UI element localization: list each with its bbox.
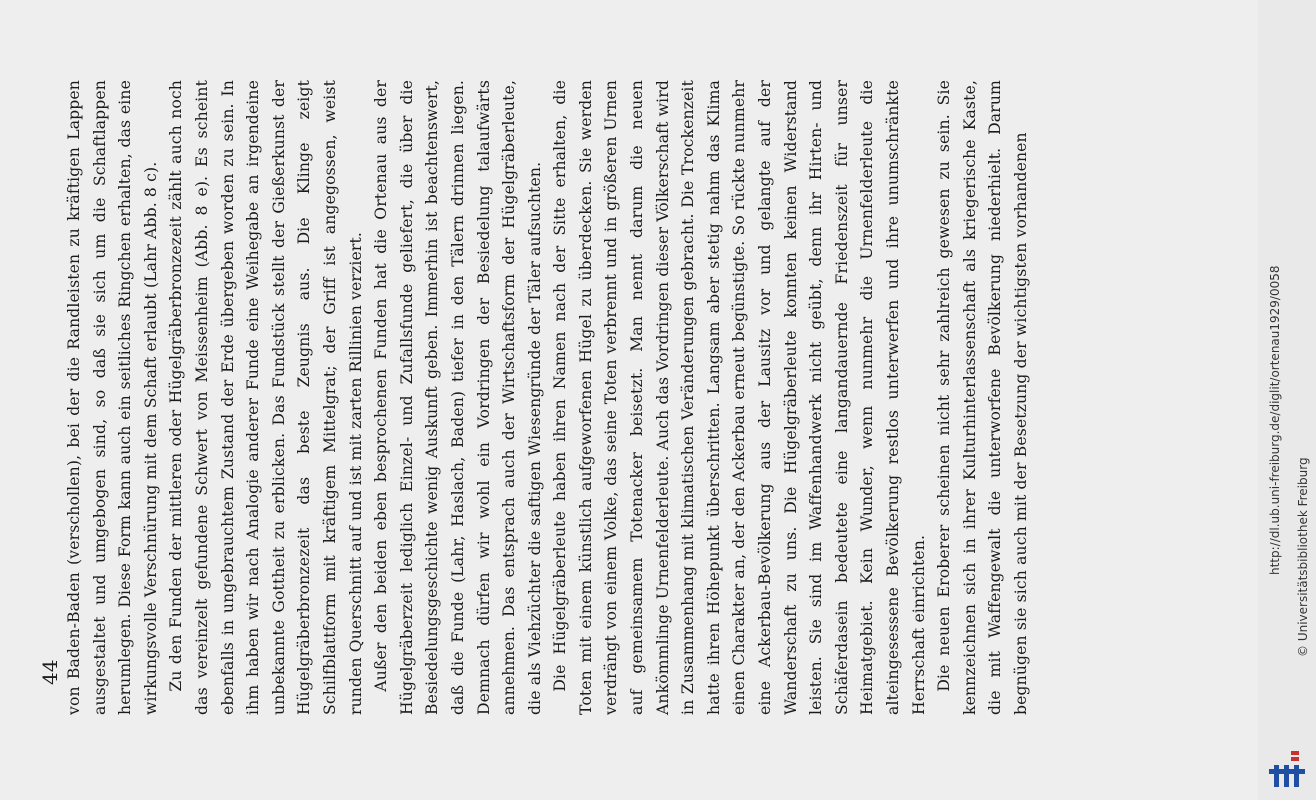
copyright-notice: © Universitätsbibliothek Freiburg <box>1296 457 1310 657</box>
paragraph: Die neuen Eroberer scheinen nicht sehr zahlreich gewesen zu sein. Sie kennzeichnen sich in ihrer Kulturhinterlassenschaft als kriegerische Kaste, die mit Waffengewalt die unterworfene Bevölkerung niederhielt. Darum begnügen sie sich auch mit der Besetzung der wichtigsten vorhandenen <box>935 80 1030 715</box>
logo-stem-icon <box>1294 765 1299 787</box>
logo-stem-icon <box>1274 765 1279 787</box>
paragraph: Außer den beiden eben besprochenen Funden hat die Ortenau aus der Hügelgräberzeit lediglich Einzel- und Zufallsfunde geliefert, die über die Besiedelungsgeschichte wenig Auskunft geben. Immerhin ist beachtenswert, daß die Funde (Lahr, Haslach, Baden) tiefer in den Tälern drinnen liegen. Demnach dürfen wir wohl ein Vordringen der Besiedelung talaufwärts annehmen. Das entsprach auch der Wirtschaftsform der Hügelgräberleute, die als Viehzüchter die saftigen Wiesengründe der Täler aufsuchten. <box>372 80 544 715</box>
logo-stem-icon <box>1284 765 1289 787</box>
ub-freiburg-logo-icon <box>1262 745 1312 795</box>
paragraph: von Baden-Baden (verschollen), bei der die Randleisten zu kräftigen Lappen ausgestaltet und umgebogen sind, so daß sie sich um die Schaftlappen herumlegen. Diese Form kann auch ein seitliches Ringchen erhalten, das eine wirkungsvolle Verschnürung mit dem Schaft erlaubt (Lahr Abb. 8 c). <box>65 80 160 715</box>
logo-accent-icon <box>1291 757 1299 761</box>
library-sidebar <box>1258 0 1316 800</box>
paragraph: Zu den Funden der mittleren oder Hügelgräberbronzezeit zählt auch noch das vereinzelt gefundene Schwert von Meissenheim (Abb. 8 e). Es scheint ebenfalls in ungebrauchtem Zustand der Erde übergeben worden zu sein. In ihm haben wir nach Analogie anderer Funde eine Weihegabe an irgendeine unbekannte Gottheit zu erblicken. Das Fundstück stellt der Gießerkunst der Hügelgräberbronzezeit das beste Zeugnis aus. Die Klinge zeigt Schilfblattform mit kräftigem Mittelgrat; der Griff ist angegossen, weist runden Querschnitt auf und ist mit zarten Rillinien verziert. <box>167 80 365 715</box>
paragraph: Die Hügelgräberleute haben ihren Namen nach der Sitte erhalten, die Toten mit einem künstlich aufgeworfenen Hügel zu überdecken. Sie werden verdrängt von einem Volke, das seine Toten verbrennt und in größeren Urnen auf gemeinsamem Totenacker beisetzt. Man nennt darum die neuen Ankömmlinge Urnenfelderleute. Auch das Vordringen dieser Völkerschaft wird in Zusammenhang mit klimatischen Veränderungen gebracht. Die Trockenzeit hatte ihren Höhepunkt überschritten. Langsam aber stetig nahm das Klima einen Charakter an, der den Ackerbau erneut begünstigte. So rückte nunmehr eine Ackerbau-Bevölkerung aus der Lausitz vor und gelangte auf der Wanderschaft zu uns. Die Hügelgräberleute konnten keinen Widerstand leisten. Sie sind im Waffenhandwerk nicht geübt, denn ihr Hirten- und Schäferdasein bedeutete eine langandauernde Friedenszeit für unser Heimatgebiet. Kein Wunder, wenn nunmehr die Urnenfelderleute die alteingesessene Bevölkerung restlos unterwerfen und ihre unumschränkte Herrschaft einrichten. <box>551 80 928 715</box>
page-number: 44 <box>38 659 62 685</box>
logo-accent-icon <box>1291 751 1299 755</box>
page-text-block <box>62 80 1035 715</box>
permalink-url[interactable]: http://dl.ub.uni-freiburg.de/diglit/ortenau1929/0058 <box>1268 265 1282 575</box>
